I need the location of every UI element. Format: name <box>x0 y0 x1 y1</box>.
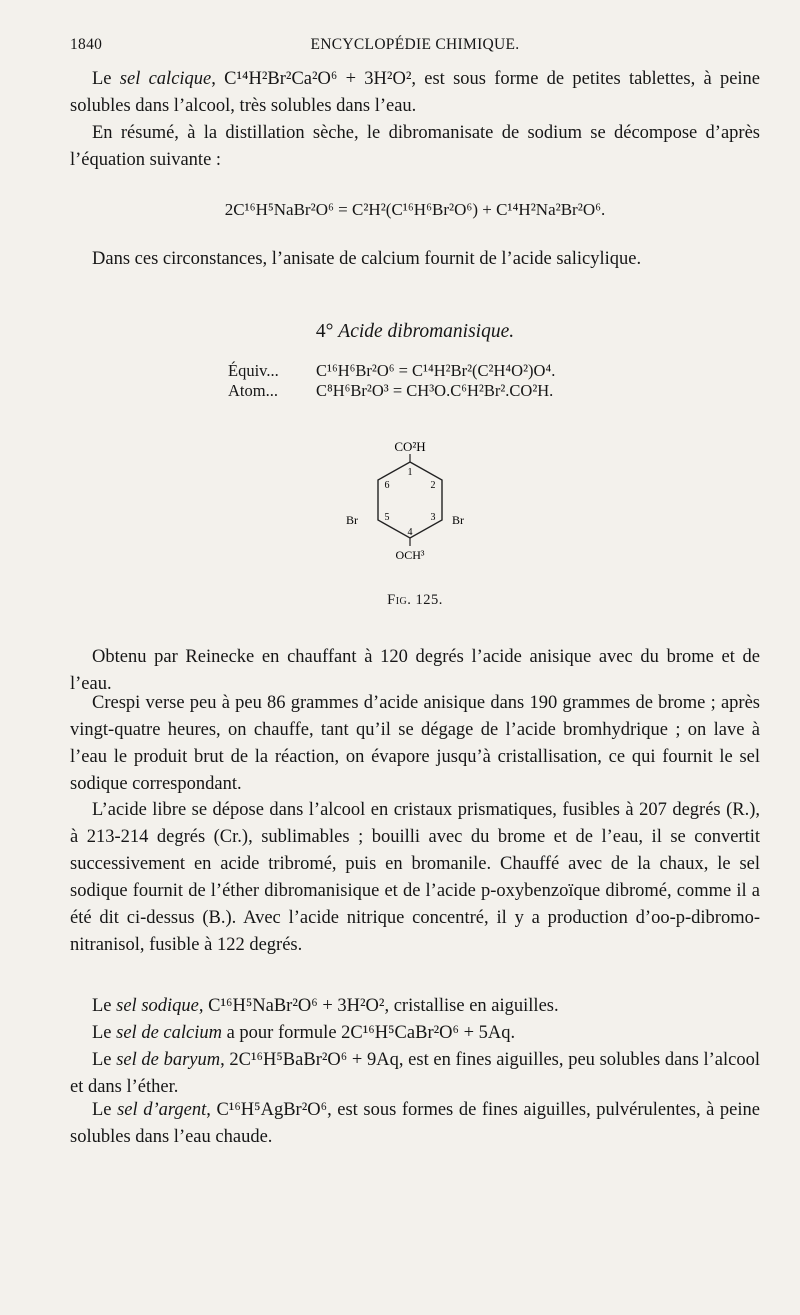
equiv-label: Équiv... <box>228 361 279 380</box>
benzene-ring-figure <box>330 438 490 568</box>
equiv-formula: C¹⁶H⁶Br²O⁶ = C¹⁴H²Br²(C²H⁴O²)O⁴. <box>316 361 556 380</box>
position-2: 2 <box>430 480 436 491</box>
running-title: ENCYCLOPÉDIE CHIMIQUE. <box>310 36 520 53</box>
bottom-group-label: OCH³ <box>395 548 425 562</box>
equiv-row <box>228 361 555 381</box>
term-sel-argent: sel d’argent <box>117 1100 207 1120</box>
term-sel-calcique: sel calcique <box>119 69 212 89</box>
position-6: 6 <box>384 480 390 491</box>
paragraph-sel-argent: Le sel d’argent, C¹⁶H⁵AgBr²O⁶, est sous formes de fines aiguilles, pulvérulentes, à peine solubles dans l’eau chaude. <box>70 1100 760 1147</box>
paragraph-acide-libre: L’acide libre se dépose dans l’alcool en cristaux prismatiques, fusibles à 207 degrés (R.), à 213-214 degrés (Cr.), sublimables ; bouilli avec du brome et de l’eau, il se convertit successivement en acide tribromé, puis en bromanile. Chauffé avec de la chaux, le sel sodique fournit de l’éther dibromanisique et de l’acide p-oxybenzoïque dibromé, comme il a été dit ci-dessus (B.). Avec l’acide nitrique concentré, il y a production d’oo-p-dibromo-nitranisol, fusible à 122 degrés. <box>70 800 760 955</box>
position-4: 4 <box>407 527 413 538</box>
paragraph-reinecke: Obtenu par Reinecke en chauffant à 120 degrés l’acide anisique avec du brome et de l’eau. <box>70 647 760 694</box>
running-header <box>70 36 760 58</box>
paragraph-sel-baryum: Le sel de baryum, 2C¹⁶H⁵BaBr²O⁶ + 9Aq, est en fines aiguilles, peu solubles dans l’alcool et dans l’éther. <box>70 1050 760 1097</box>
equation-decomposition: 2C¹⁶H⁵NaBr²O⁶ = C²H²(C¹⁶H⁶Br²O⁶) + C¹⁴H²Na²Br²O⁶. <box>224 200 606 219</box>
top-group-label: CO²H <box>394 439 426 454</box>
position-1: 1 <box>407 467 413 478</box>
atom-label: Atom... <box>228 381 278 400</box>
formula-table <box>228 361 555 401</box>
paragraph-resume: En résumé, à la distillation sèche, le dibromanisate de sodium se décompose d’après l’équation suivante : <box>70 123 760 170</box>
term-sel-baryum: sel de baryum <box>116 1050 221 1070</box>
paragraph-sel-sodique: Le sel sodique, C¹⁶H⁵NaBr²O⁶ + 3H²O², cristallise en aiguilles. <box>92 996 559 1016</box>
paragraph-sel-calcium: Le sel de calcium a pour formule 2C¹⁶H⁵CaBr²O⁶ + 5Aq. <box>92 1023 516 1043</box>
paragraph-circonstances: Dans ces circonstances, l’anisate de calcium fournit de l’acide salicylique. <box>92 249 642 269</box>
bromine-right-label: Br <box>452 513 464 527</box>
position-3: 3 <box>430 512 436 523</box>
atom-row <box>228 381 555 401</box>
atom-formula: C⁸H⁶Br²O³ = CH³O.C⁶H²Br².CO²H. <box>316 381 554 400</box>
section-heading: 4° Acide dibromanisique. <box>315 321 515 342</box>
term-sel-calcium: sel de calcium <box>116 1023 222 1043</box>
term-sel-sodique: sel sodique <box>116 996 199 1016</box>
bromine-left-label: Br <box>346 513 358 527</box>
position-5: 5 <box>384 512 390 523</box>
paragraph-sel-calcique: Le sel calcique, C¹⁴H²Br²Ca²O⁶ + 3H²O², est sous forme de petites tablettes, à peine solubles dans l’alcool, très solubles dans l’eau. <box>70 69 761 116</box>
paragraph-crespi: Crespi verse peu à peu 86 grammes d’acide anisique dans 190 grammes de brome ; après vingt-quatre heures, on chauffe, tant qu’il se dégage de l’acide bromhydrique ; on lave à l’eau le produit brut de la réaction, on évapore jusqu’à cristallisation, ce qui fournit le sel sodique correspondant. <box>70 693 760 794</box>
page-number: 1840 <box>70 36 103 53</box>
figure-caption: Fig. 125. <box>387 592 443 608</box>
